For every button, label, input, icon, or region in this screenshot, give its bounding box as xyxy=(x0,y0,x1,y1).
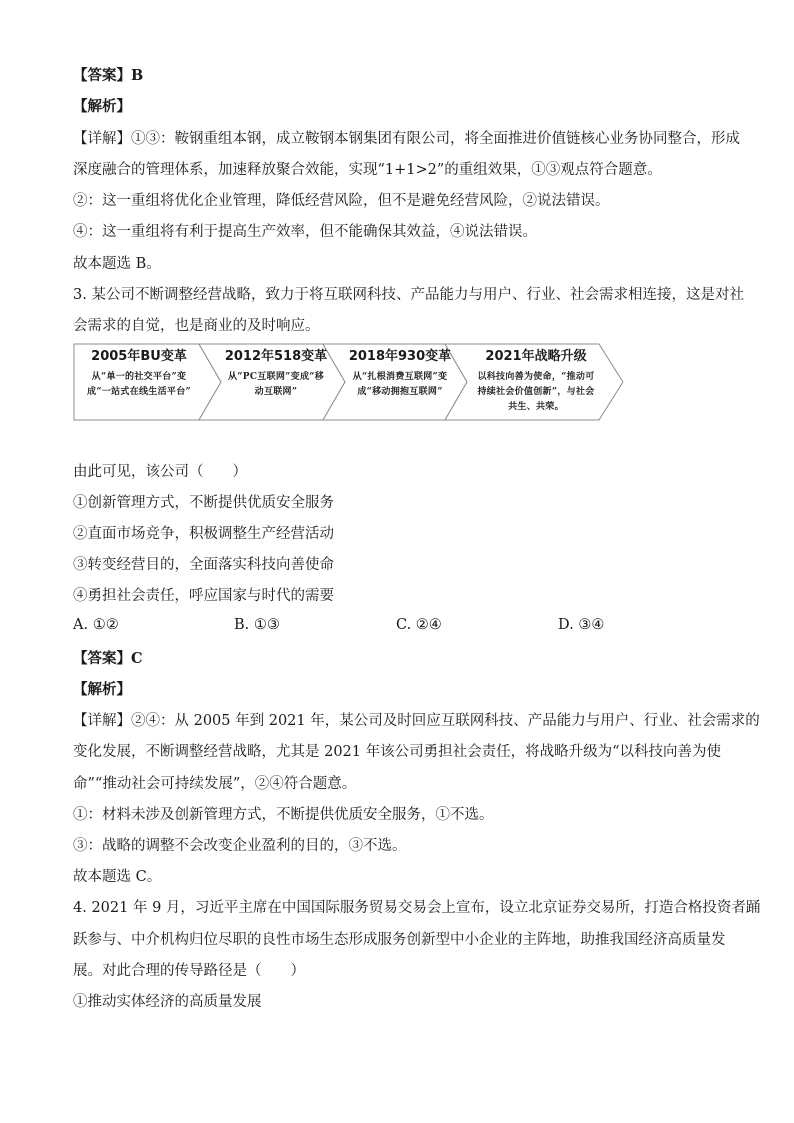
q4-item-1: ①推动实体经济的高质量发展 xyxy=(73,994,262,1010)
q3-option-d: D. ③④ xyxy=(558,617,605,633)
flow-stage-1 xyxy=(77,343,201,423)
q3-question: 由此可见，该公司（ ） xyxy=(73,464,247,480)
q3-item-1: ①创新管理方式，不断提供优质安全服务 xyxy=(73,495,334,511)
q2-detail-line-2: 深度融合的管理体系，加速释放聚合效能，实现“1+1>2”的重组效果，①③观点符合题意。 xyxy=(73,162,662,178)
q3-detail-line-5: ③：战略的调整不会改变企业盈利的目的，③不选。 xyxy=(73,838,407,854)
flow-stage-2 xyxy=(221,343,331,423)
flow-stage-4-title: 2021年战略升级 xyxy=(485,349,587,364)
q2-answer: 【答案】B xyxy=(73,67,144,84)
flow-stage-2-title: 2012年518变革 xyxy=(224,349,328,364)
q2-conclusion: 故本题选 B。 xyxy=(73,256,161,272)
q2-detail-line-4: ④：这一重组将有利于提高生产效率，但不能确保其效益，④说法错误。 xyxy=(73,224,537,240)
flow-stage-3 xyxy=(345,343,455,423)
q3-option-b: B. ①③ xyxy=(234,617,280,633)
q3-detail-line-4: ①：材料未涉及创新管理方式，不断提供优质安全服务，①不选。 xyxy=(73,807,494,823)
q3-answer: 【答案】C xyxy=(73,650,143,667)
q3-strategy-flow-diagram xyxy=(73,343,625,423)
flow-stage-1-desc: 从“单一的社交平台”变成“一站式在线生活平台” xyxy=(87,372,191,397)
q2-detail-line-3: ②：这一重组将优化企业管理，降低经营风险，但不是避免经营风险，②说法错误。 xyxy=(73,193,610,209)
q3-detail-line-2: 变化发展，不断调整经营战略，尤其是 2021 年该公司勇担社会责任，将战略升级为“以科技向善为使 xyxy=(73,744,722,760)
q3-options xyxy=(73,617,733,637)
q3-item-3: ③转变经营目的，全面落实科技向善使命 xyxy=(73,557,334,573)
q2-analysis-heading: 【解析】 xyxy=(73,98,131,115)
flow-stage-2-desc: 从“PC互联网”变成“移动互联网” xyxy=(227,372,325,397)
q3-stem-line-2: 会需求的自觉，也是商业的及时响应。 xyxy=(73,318,320,334)
flow-stage-3-desc: 从“扎根消费互联网”变成“移动拥抱互联网” xyxy=(352,372,448,397)
flow-stage-4-desc: 以科技向善为使命，“推动可持续社会价值创新”，与社会共生、共荣。 xyxy=(477,372,595,412)
q3-option-a: A. ①② xyxy=(73,617,119,633)
flow-stage-3-title: 2018年930变革 xyxy=(348,349,452,364)
q3-conclusion: 故本题选 C。 xyxy=(73,869,162,885)
q3-option-c: C. ②④ xyxy=(396,617,442,633)
q4-stem-line-1: 4. 2021 年 9 月，习近平主席在中国国际服务贸易交易会上宣布，设立北京证券交易所，打造合格投资者踊 xyxy=(73,900,761,916)
q3-stem-line-1: 3. 某公司不断调整经营战略，致力于将互联网科技、产品能力与用户、行业、社会需求相连接，这是对社 xyxy=(73,287,744,303)
q4-stem-line-3: 展。对此合理的传导路径是（ ） xyxy=(73,963,305,979)
q4-stem-line-2: 跃参与、中介机构归位尽职的良性市场生态形成服务创新型中小企业的主阵地，助推我国经济高质量发 xyxy=(73,932,726,948)
q3-item-2: ②直面市场竞争，积极调整生产经营活动 xyxy=(73,526,334,542)
q3-item-4: ④勇担社会责任，呼应国家与时代的需要 xyxy=(73,588,334,604)
q3-analysis-heading: 【解析】 xyxy=(73,681,131,698)
flow-stage-4 xyxy=(469,343,603,423)
q2-detail-line-1: 【详解】①③：鞍钢重组本钢，成立鞍钢本钢集团有限公司，将全面推进价值链核心业务协同整合，形成 xyxy=(73,131,740,147)
q3-detail-line-3: 命”“推动社会可持续发展”，②④符合题意。 xyxy=(73,776,357,792)
q3-detail-line-1: 【详解】②④：从 2005 年到 2021 年，某公司及时回应互联网科技、产品能力与用户、行业、社会需求的 xyxy=(73,713,760,729)
flow-stage-1-title: 2005年BU变革 xyxy=(91,349,187,364)
